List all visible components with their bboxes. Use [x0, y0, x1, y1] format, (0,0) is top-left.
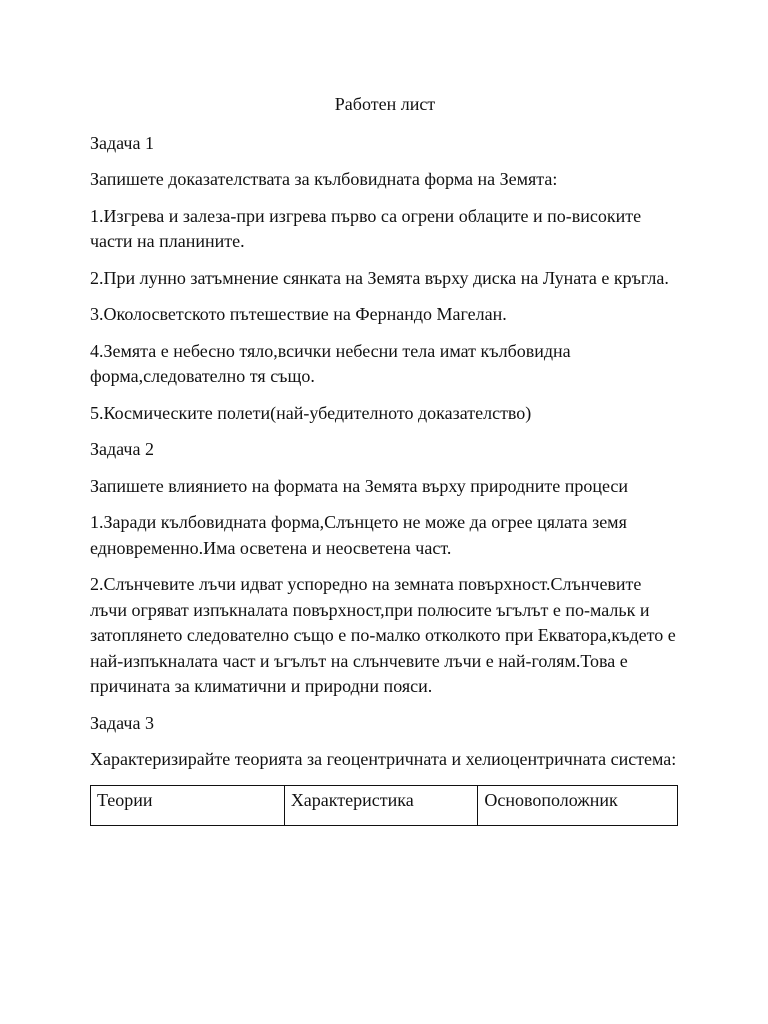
task1-prompt: Запишете доказателствата за кълбовидната форма на Земята:	[90, 169, 558, 189]
task1-heading: Задача 1	[90, 132, 154, 153]
task1-item-1: 1.Изгрева и залеза-при изгрева първо са огрени облаците и по-високите части на планините.	[90, 205, 642, 251]
task2-heading: Задача 2	[90, 439, 154, 459]
document-title: Работен лист	[334, 94, 436, 114]
task2-item-1: 1.Заради кълбовидната форма,Слънцето не може да огрее цялата земя едновременно.Има осветена и неосветена част.	[90, 512, 627, 558]
table-header-theories: Теории	[91, 785, 285, 826]
table-header-characteristic: Характеристика	[284, 785, 478, 826]
task3-heading: Задача 3	[90, 712, 154, 733]
table-header-row	[91, 785, 678, 826]
task1-item-2: 2.При лунно затъмнение сянката на Земята върху диска на Луната е кръгла.	[90, 267, 669, 288]
table-header-founder: Основоположник	[478, 785, 678, 826]
theories-table	[90, 785, 678, 827]
task2-prompt: Запишете влиянието на формата на Земята върху природните процеси	[90, 475, 629, 496]
task2-item-2: 2.Слънчевите лъчи идват успоредно на земната повърхност.Слънчевите лъчи огряват изпъкналата повърхност,при полюсите ъгълът е по-мальк и затоплянето следователно също е по-малко отколкото при Екватора,където е най-изпъкналата част и ъгълът на слънчевите лъчи е най-голям.Това е причината за климатични и природни пояси.	[90, 574, 676, 696]
task1-item-3: 3.Околосветското пътешествие на Фернандо Магелан.	[90, 304, 507, 324]
task1-item-4: 4.Земята е небесно тяло,всички небесни тела имат кълбовидна форма,следователно тя също.	[90, 340, 571, 386]
worksheet-page	[90, 92, 680, 826]
task1-item-5: 5.Космическите полети(най-убедителното доказателство)	[90, 402, 532, 423]
task3-prompt: Характеризирайте теорията за геоцентричната и хелиоцентричната система:	[90, 749, 677, 769]
